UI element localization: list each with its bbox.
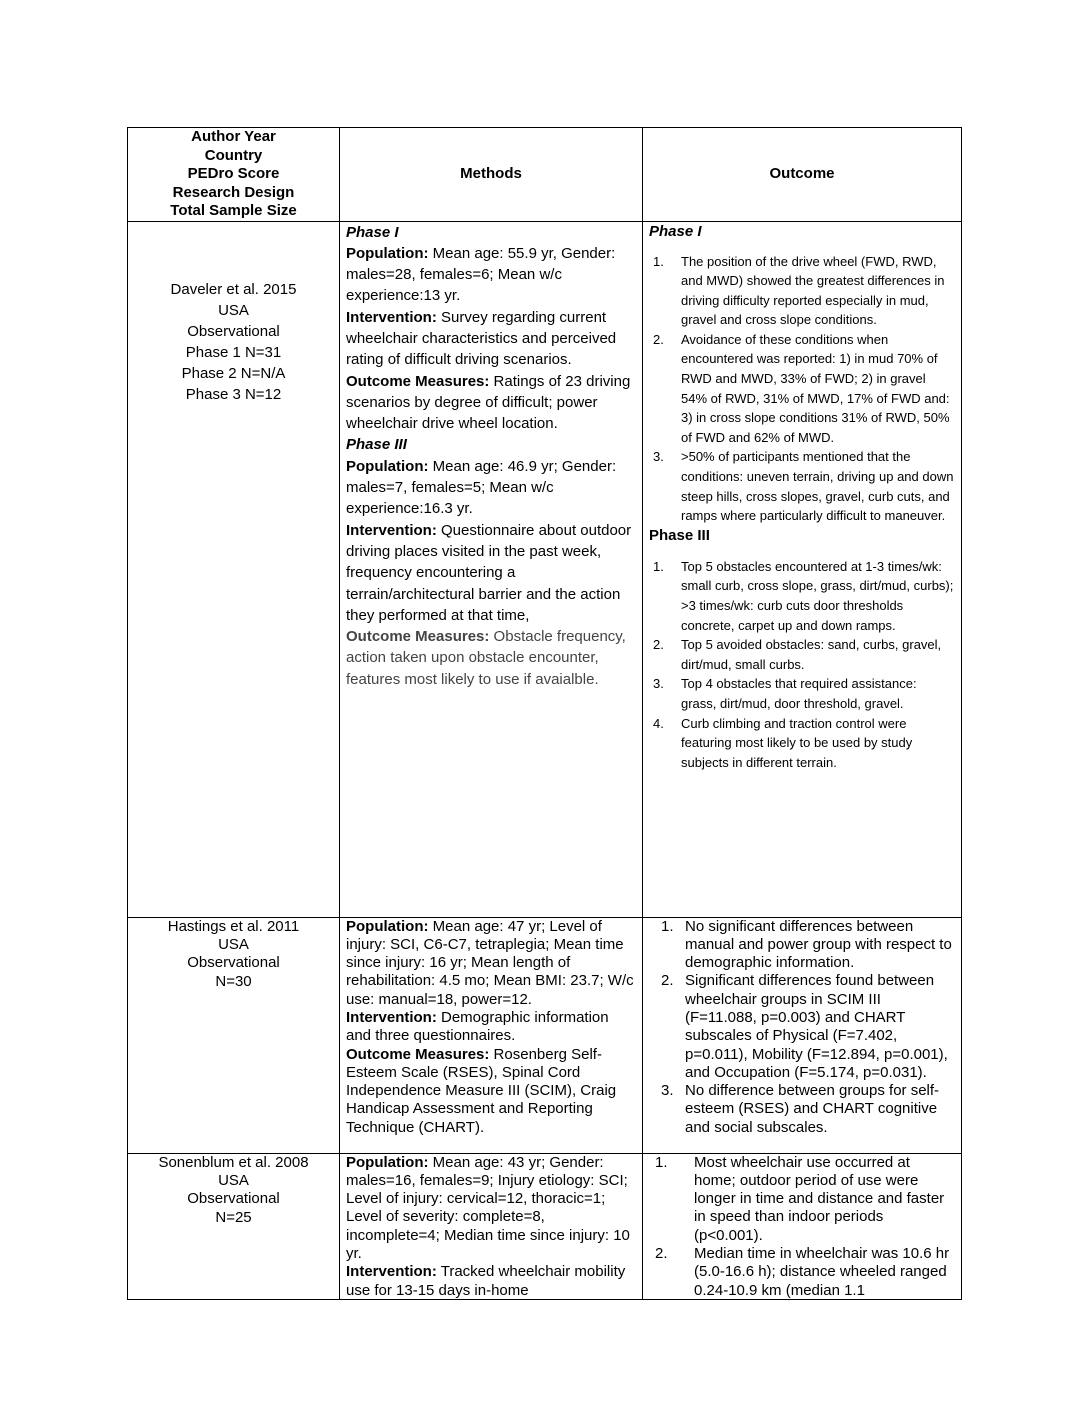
- study-cell: [128, 221, 340, 917]
- list-item: 3. No difference between groups for self-esteem (RSES) and CHART cognitive and social subscales.: [661, 1082, 940, 1136]
- methods-population: Population: Mean age: 55.9 yr, Gender: males=28, females=6; Mean w/c experience:13 yr.: [346, 244, 616, 305]
- study-line: N=25: [215, 1208, 252, 1226]
- list-item: 2. Median time in wheelchair was 10.6 hr (5.0-16.6 h); distance wheeled ranged 0.24-10.9 km (median 1.1: [655, 1244, 950, 1299]
- list-item: 1. The position of the drive wheel (FWD, RWD, and MWD) showed the greatest differences in driving difficulty reported especially in mud, gravel and cross slope conditions.: [653, 253, 945, 328]
- header-study-info: [128, 128, 340, 222]
- study-line: Sonenblum et al. 2008: [158, 1153, 309, 1171]
- table-row: [128, 221, 962, 917]
- methods-intervention: Intervention: Demographic information and three questionnaires.: [346, 1008, 609, 1045]
- list-item: 2. Significant differences found between wheelchair groups in SCIM III (F=11.088, p=0.003) and CHART subscales of Physical (F=7.402, p=0.011), Mobility (F=12.894, p=0.001), and Occupation (F=5.174, p=0.031).: [661, 972, 948, 1081]
- methods-population: Population: Mean age: 43 yr; Gender: males=16, females=9; Injury etiology: SCI; Level of injury: cervical=12, thoracic=1; Level of severity: complete=8, incomplete=4; Median time since injury: 10 yr.: [346, 1153, 630, 1262]
- methods-outcome-measures: Outcome Measures: Ratings of 23 driving scenarios by degree of difficult; power wheelchair drive wheel location.: [346, 372, 631, 433]
- table-row: [128, 917, 962, 1153]
- methods-intervention: Intervention: Survey regarding current wheelchair characteristics and perceived rating of difficult driving scenarios.: [346, 308, 617, 369]
- study-line: Phase 2 N=N/A: [181, 364, 286, 382]
- study-line: Daveler et al. 2015: [170, 280, 297, 298]
- study-line: USA: [218, 1171, 249, 1189]
- list-item: 1. No significant differences between manual and power group with respect to demographic information.: [661, 917, 952, 972]
- outcome-list: [649, 1154, 955, 1299]
- outcome-cell: [643, 1153, 962, 1299]
- header-row: [128, 128, 962, 222]
- methods-outcome-measures: Outcome Measures: Obstacle frequency, action taken upon obstacle encounter, features most likely to use if avaialble.: [346, 628, 626, 688]
- list-item: 2. Top 5 avoided obstacles: sand, curbs, gravel, dirt/mud, small curbs.: [653, 637, 942, 672]
- header-line: Research Design: [172, 183, 295, 201]
- study-line: USA: [218, 301, 249, 319]
- methods-intervention: Intervention: Tracked wheelchair mobility use for 13-15 days in-home: [346, 1263, 626, 1299]
- methods-intervention: Intervention: Questionnaire about outdoor driving places visited in the past week, frequency encountering a terrain/architectural barrier and the action they performed at that time,: [346, 521, 632, 624]
- phase-title: Phase III: [346, 436, 407, 454]
- header-line: Country: [204, 146, 263, 164]
- study-cell: [128, 917, 340, 1153]
- outcome-list: [649, 557, 955, 773]
- header-outcome: Outcome: [643, 128, 962, 222]
- study-line: N=30: [215, 972, 252, 990]
- methods-cell: [340, 1153, 643, 1299]
- methods-cell: [340, 917, 643, 1153]
- table-row: [128, 1153, 962, 1299]
- study-line: Observational: [187, 1190, 280, 1208]
- list-item: 2. Avoidance of these conditions when encountered was reported: 1) in mud 70% of RWD and MWD, 33% of FWD; 2) in gravel 54% of RWD, 31% of MWD, 17% of FWD and: 3) in cross slope conditions 31% of RWD, 50% of FWD and 62% of MWD.: [653, 331, 950, 445]
- header-line: PEDro Score: [187, 165, 280, 182]
- header-line: Author Year: [191, 128, 276, 145]
- list-item: 3. >50% of participants mentioned that the conditions: uneven terrain, driving up and down steep hills, cross slopes, gravel, curb cuts, and ramps where particularly difficult to maneuver.: [653, 449, 954, 524]
- study-line: Phase 1 N=31: [185, 343, 282, 361]
- outcome-list: [649, 918, 955, 1138]
- header-line: Total Sample Size: [170, 202, 297, 219]
- header-methods: Methods: [340, 128, 643, 222]
- phase-title: Phase I: [346, 223, 399, 241]
- list-item: 4. Curb climbing and traction control were featuring most likely to be used by study subjects in different terrain.: [653, 715, 913, 770]
- list-item: 3. Top 4 obstacles that required assistance: grass, dirt/mud, door threshold, gravel.: [653, 676, 917, 711]
- study-line: Phase 3 N=12: [185, 385, 282, 403]
- methods-content: [346, 1154, 636, 1299]
- outcome-cell: [643, 221, 962, 917]
- phase-title: Phase III: [649, 526, 710, 544]
- study-line: Observational: [187, 322, 280, 340]
- study-cell: [128, 1153, 340, 1299]
- methods-outcome-measures: Outcome Measures: Rosenberg Self-Esteem Scale (RSES), Spinal Cord Independence Measure III (SCIM), Craig Handicap Assessment and Reporting Technique (CHART).: [346, 1045, 617, 1136]
- study-line: USA: [218, 935, 249, 953]
- list-item: 1. Most wheelchair use occurred at home; outdoor period of use were longer in time and distance and faster in speed than indoor periods (p<0.001).: [655, 1153, 945, 1244]
- phase-title: Phase I: [649, 222, 702, 240]
- outcome-cell: [643, 917, 962, 1153]
- methods-cell: [340, 221, 643, 917]
- methods-population: Population: Mean age: 46.9 yr; Gender: males=7, females=5; Mean w/c experience:16.3 yr.: [346, 457, 617, 518]
- list-item: 1. Top 5 obstacles encountered at 1-3 times/wk: small curb, cross slope, grass, dirt/mud, curbs); >3 times/wk: curb cuts door thresholds concrete, carpet up and down ramps.: [653, 558, 954, 633]
- study-line: Observational: [187, 954, 280, 972]
- methods-population: Population: Mean age: 47 yr; Level of injury: SCI, C6-C7, tetraplegia; Mean time since injury: 16 yr; Mean length of rehabilitation: 4.5 mo; Mean BMI: 23.7; W/c use: manual=18, power=12.: [346, 917, 634, 1008]
- study-line: Hastings et al. 2011: [167, 917, 300, 935]
- evidence-table: [127, 127, 962, 1300]
- outcome-content: [649, 1154, 955, 1299]
- outcome-list: [649, 252, 955, 526]
